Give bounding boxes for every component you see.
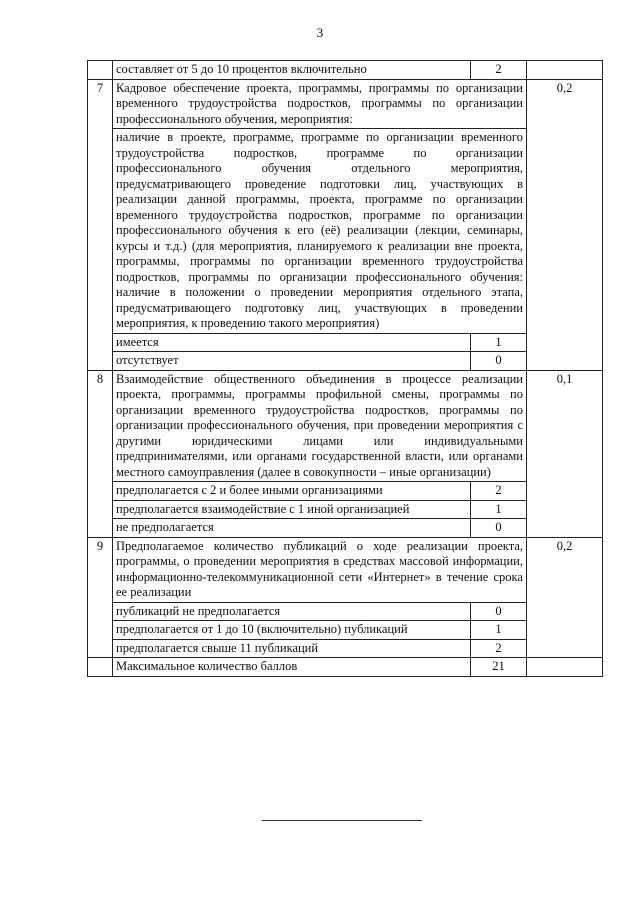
criterion-option-text: не предполагается (113, 519, 471, 538)
points-cell: 2 (471, 639, 527, 658)
criterion-title: Кадровое обеспечение проекта, программы, программы по организации временного трудоустройства подростков, программы по организации профессионального обучения, мероприятия: (113, 79, 527, 129)
criterion-option-text: имеется (113, 333, 471, 352)
page-number: 3 (316, 25, 324, 40)
row-number: 7 (88, 79, 113, 370)
table-row (88, 482, 603, 501)
row-number-cell (88, 658, 113, 677)
criterion-description: наличие в проекте, программе, программе по организации временного трудоустройства подростков, программе по организации профессионального обучения отдельного мероприятия, предусматривающего проведение подготовки лиц, участвующих в реализации данной программы, проекта, программе по организации временного трудоустройства подростков, программе по организации профессионального обучения к его (её) реализации (лекции, семинары, курсы и т.д.) (для мероприятия, планируемого к реализации вне проекта, программы, программы по организации временного трудоустройства подростков, программы по организации профессионального обучения: наличие в положении о проведении мероприятия отдельного этапа, предусматривающего подготовку лиц, участвующих в проведении мероприятия, к проведению такого мероприятия) (113, 129, 527, 334)
points-cell: 1 (471, 500, 527, 519)
points-cell: 0 (471, 519, 527, 538)
row-number-cell (88, 61, 113, 80)
points-cell: 2 (471, 61, 527, 80)
criterion-title: Взаимодействие общественного объединения в процессе реализации проекта, программы, программы профильной смены, программы по организации временного трудоустройства подростков, программы по организации профессионального обучения, при проведении мероприятия с другими юридическими лицами или индивидуальными предпринимателями, или органами государственной власти, или органами местного самоуправления (далее в совокупности – иные организации) (113, 370, 527, 482)
table-row (88, 61, 603, 80)
criterion-option-text: публикаций не предполагается (113, 602, 471, 621)
weight-coefficient: 0,2 (527, 537, 603, 658)
weight-cell (527, 658, 603, 677)
criterion-option-text: составляет от 5 до 10 процентов включительно (113, 61, 471, 80)
points-cell: 0 (471, 602, 527, 621)
weight-cell (527, 61, 603, 80)
closing-rule (262, 820, 422, 821)
table-row (88, 370, 603, 482)
table-row (88, 639, 603, 658)
table-row (88, 129, 603, 334)
points-cell: 1 (471, 621, 527, 640)
table-row (88, 352, 603, 371)
criteria-table (87, 60, 603, 677)
points-cell: 0 (471, 352, 527, 371)
table-row (88, 519, 603, 538)
weight-coefficient: 0,1 (527, 370, 603, 537)
table-row (88, 333, 603, 352)
row-number: 8 (88, 370, 113, 537)
table-row (88, 621, 603, 640)
criterion-option-text: предполагается взаимодействие с 1 иной организацией (113, 500, 471, 519)
points-cell: 2 (471, 482, 527, 501)
weight-coefficient: 0,2 (527, 79, 603, 370)
criterion-option-text: отсутствует (113, 352, 471, 371)
total-points: 21 (471, 658, 527, 677)
total-label: Максимальное количество баллов (113, 658, 471, 677)
row-number: 9 (88, 537, 113, 658)
criterion-option-text: предполагается свыше 11 публикаций (113, 639, 471, 658)
table-row (88, 602, 603, 621)
table-row (88, 79, 603, 129)
table-row (88, 500, 603, 519)
points-cell: 1 (471, 333, 527, 352)
table-row-total (88, 658, 603, 677)
criterion-option-text: предполагается с 2 и более иными организациями (113, 482, 471, 501)
criterion-title: Предполагаемое количество публикаций о ходе реализации проекта, программы, о проведении мероприятия в средствах массовой информации, информационно-телекоммуникационной сети «Интернет» в течение срока ее реализации (113, 537, 527, 602)
table-row (88, 537, 603, 602)
criterion-option-text: предполагается от 1 до 10 (включительно) публикаций (113, 621, 471, 640)
